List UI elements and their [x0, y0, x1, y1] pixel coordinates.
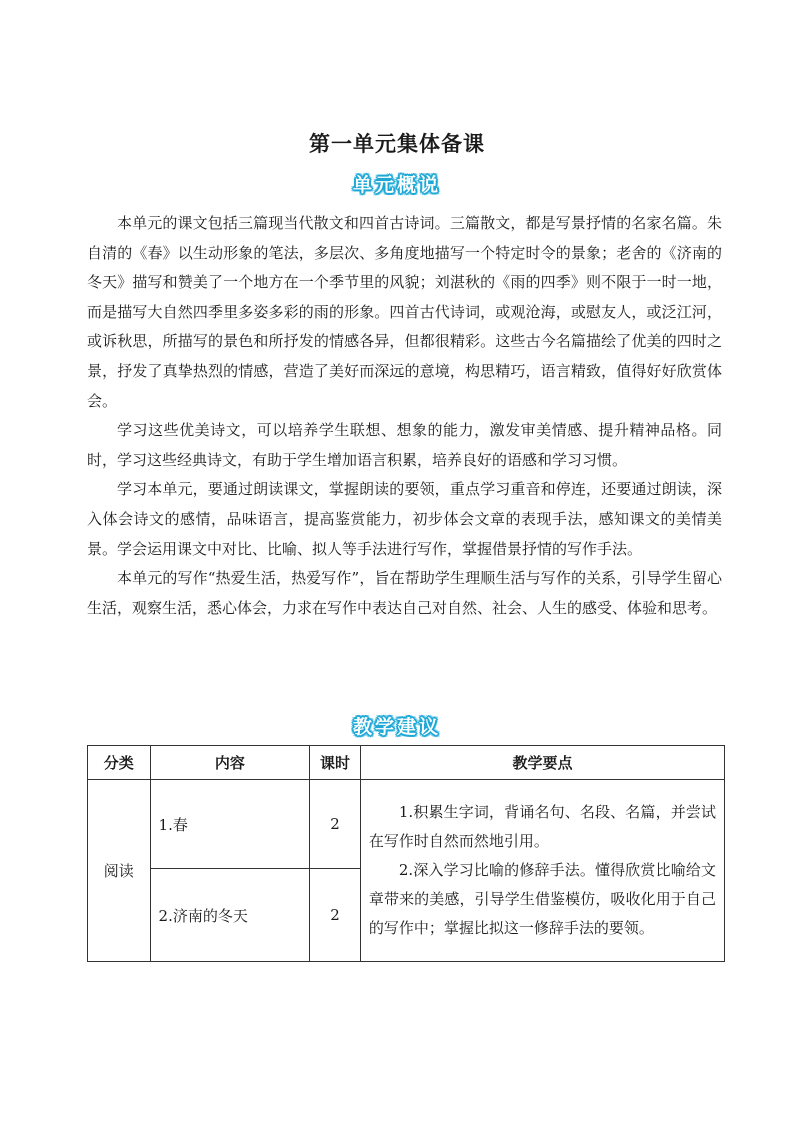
header-category: 分类: [88, 746, 151, 780]
content-cell: 2.济南的冬天: [150, 869, 310, 962]
table-row: [88, 780, 725, 869]
teaching-plan-table: [87, 745, 725, 962]
hours-cell: 2: [310, 780, 361, 869]
points-cell: [360, 780, 724, 962]
paragraph: 学习本单元，要通过朗读课文，掌握朗读的要领，重点学习重音和停连，还要通过朗读，深入体会诗文的感情，品味语言，提高鉴赏能力，初步体会文章的表现手法，感知课文的美情美景。学会运用课文中对比、比喻、拟人等手法进行写作，掌握借景抒情的写作手法。: [87, 480, 722, 558]
teaching-point: 1.积累生字词，背诵名句、名段、名篇，并尝试在写作时自然而然地引用。: [368, 803, 716, 850]
header-content: 内容: [150, 746, 310, 780]
paragraph: 本单元的写作“热爱生活，热爱写作”，旨在帮助学生理顺生活与写作的关系，引导学生留心生活，观察生活，悉心体会，力求在写作中表达自己对自然、社会、人生的感受、体验和思考。: [87, 569, 722, 617]
table-header-row: [88, 746, 725, 780]
section-heading-overview: 单元概说: [352, 174, 441, 196]
content-cell: 1.春: [150, 780, 310, 869]
overview-body: [87, 209, 722, 623]
section-heading-teaching-suggestions: 教学建议: [352, 716, 441, 738]
category-cell: 阅读: [88, 780, 151, 962]
page-title: 第一单元集体备课: [309, 132, 485, 156]
hours-cell: 2: [310, 869, 361, 962]
paragraph: 学习这些优美诗文，可以培养学生联想、想象的能力，激发审美情感、提升精神品格。同时，学习这些经典诗文，有助于学生增加语言积累，培养良好的语感和学习习惯。: [87, 421, 722, 469]
header-points: 教学要点: [360, 746, 724, 780]
teaching-point: 2.深入学习比喻的修辞手法。懂得欣赏比喻给文章带来的美感，引导学生借鉴模仿，吸收化用于自己的写作中；掌握比拟这一修辞手法的要领。: [368, 861, 716, 937]
paragraph: 本单元的课文包括三篇现当代散文和四首古诗词。三篇散文，都是写景抒情的名家名篇。朱自清的《春》以生动形象的笔法，多层次、多角度地描写一个特定时令的景象；老舍的《济南的冬天》描写和赞美了一个地方在一个季节里的风貌；刘湛秋的《雨的四季》则不限于一时一地，而是描写大自然四季里多姿多彩的雨的形象。四首古代诗词，或观沧海，或慰友人，或泛江河，或诉秋思，所描写的景色和所抒发的情感各异，但都很精彩。这些古今名篇描绘了优美的四时之景，抒发了真挚热烈的情感，营造了美好而深远的意境，构思精巧，语言精致，值得好好欣赏体会。: [87, 214, 722, 410]
header-hours: 课时: [310, 746, 361, 780]
